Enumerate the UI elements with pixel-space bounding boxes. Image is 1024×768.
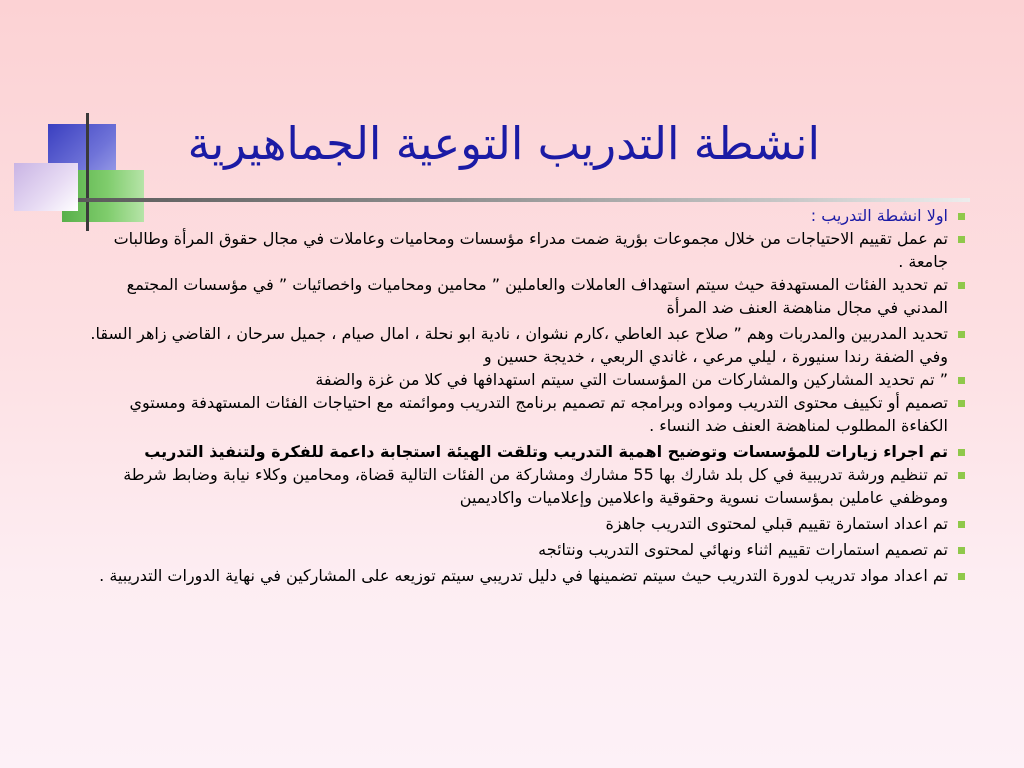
bullet-text: تم تحديد الفئات المستهدفة حيث سيتم استهداف العاملات والعاملين ” محامين ومحاميات واخصائيات ” في مؤسسات المجتمع المدني في مجال مناهضة العنف ضد المرأة [126,275,948,317]
bullet-item-training-materials [90,564,965,587]
bullet-text: تصميم أو تكييف محتوى التدريب ومواده وبرامجه تم تصميم برنامج التدريب وموائمته مع احتياجات الفئات المستهدفة ومستوي الكفاءة المطلوب لمناهضة العنف ضد النساء . [129,393,948,435]
bullet-item-workshop [90,463,965,509]
bullet-text: تحديد المدربين والمدربات وهم ” صلاح عبد العاطي ،كارم نشوان ، نادية ابو نحلة ، امال صيام ، جميل سرحان ، القاضي زاهر السقا. وفي الضفة رندا سنيورة ، ليلي مرعي ، غاندي الربعي ، خديجة حسين و [90,324,948,366]
bullet-item-pre-evaluation [90,512,965,535]
bullet-text: تم اعداد استمارة تقييم قبلي لمحتوى التدريب جاهزة [605,514,948,533]
bullet-text: ” تم تحديد المشاركين والمشاركات من المؤسسات التي سيتم استهدافها في كلا من غزة والضفة [315,370,948,389]
title-underline [78,198,970,202]
bullet-text: تم اجراء زيارات للمؤسسات وتوضيح اهمية التدريب وتلقت الهيئة استجابة داعمة للفكرة ولتنفيذ التدريب [144,442,948,461]
bullet-item-content-design [90,391,965,437]
decor-vertical-line [86,113,89,231]
bullet-square-icon [958,472,965,479]
bullet-text: تم تنظيم ورشة تدريبية في كل بلد شارك بها 55 مشارك ومشاركة من الفئات التالية قضاة، ومحامين وكلاء نيابة وضابط شرطة وموظفي عاملين بمؤسسات نسوية وحقوقية واعلامين وإعلاميات واكاديمين [123,465,948,507]
bullet-square-icon [958,236,965,243]
bullet-item-needs-assessment [90,227,965,273]
bullet-square-icon [958,377,965,384]
bullet-square-icon [958,213,965,220]
bullet-text: تم عمل تقييم الاحتياجات من خلال مجموعات بؤرية ضمت مدراء مؤسسات ومحاميات وعاملات في مجال حقوق المرأة وطالبات جامعة . [113,229,948,271]
bullet-item-participants [90,368,965,391]
bullet-square-icon [958,449,965,456]
bullet-text: تم اعداد مواد تدريب لدورة التدريب حيث سيتم تضمينها في دليل تدريبي سيتم توزيعه على المشاركين في نهاية الدورات التدريبية . [99,566,948,585]
bullet-square-icon [958,521,965,528]
bullet-item-institution-visits [90,440,965,463]
bullet-text: تم تصميم استمارات تقييم اثناء ونهائي لمحتوى التدريب ونتائجه [538,540,948,559]
bullet-item-evaluation-forms [90,538,965,561]
bullet-item-training-heading [90,204,965,227]
bullet-square-icon [958,573,965,580]
bullet-square-icon [958,547,965,554]
bullet-text: اولا انشطة التدريب : [810,206,948,225]
bullet-square-icon [958,331,965,338]
bullet-square-icon [958,400,965,407]
bullet-list [90,204,965,587]
decor-lilac-square [14,163,78,211]
bullet-item-target-groups [90,273,965,319]
bullet-square-icon [958,282,965,289]
slide-title: انشطة التدريب التوعية الجماهيرية [187,117,820,170]
bullet-item-trainers [90,322,965,368]
